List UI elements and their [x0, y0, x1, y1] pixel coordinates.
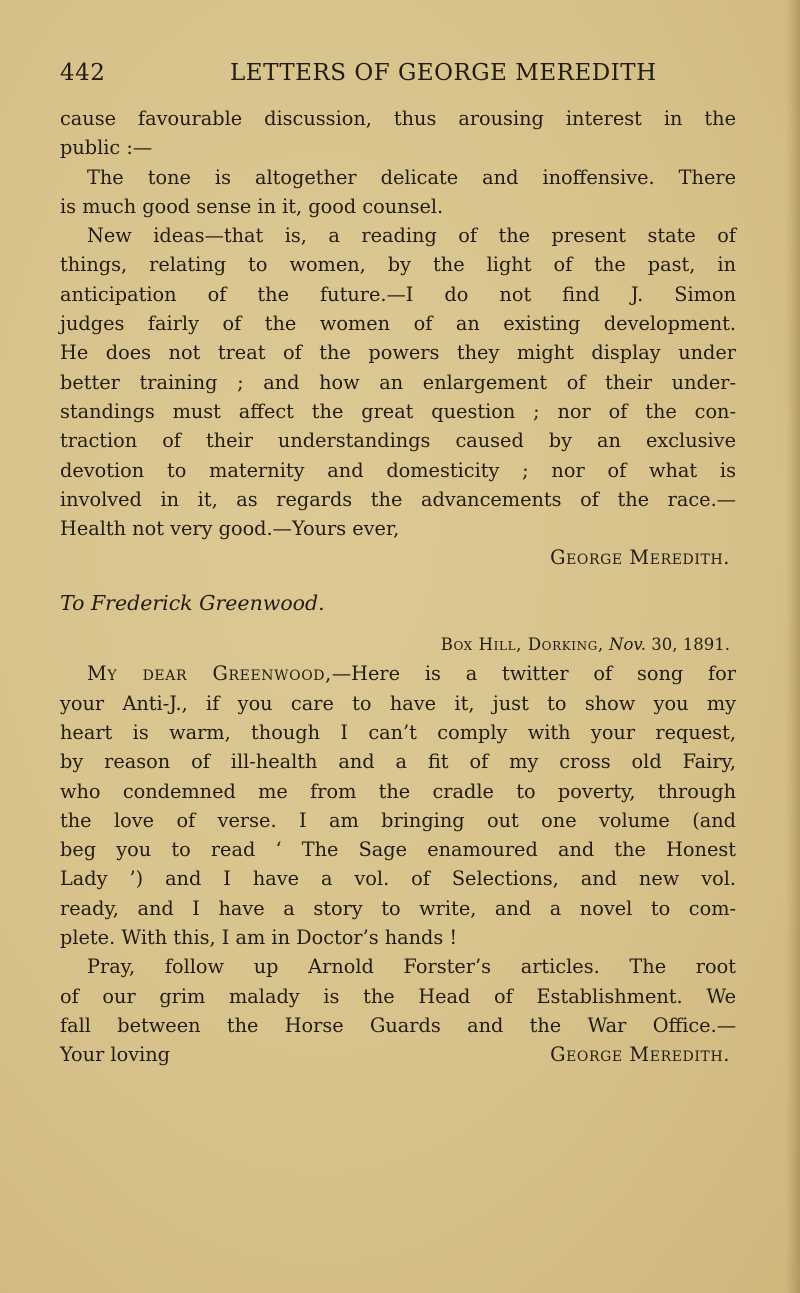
text-line: New ideas—that is, a reading of the present state of	[87, 224, 736, 248]
text-line: Lady ’) and I have a vol. of Selections, and new vol.	[60, 867, 736, 891]
text-line: is much good sense in it, good counsel.	[60, 194, 444, 218]
text-line: traction of their understandings caused by an exclusive	[60, 429, 736, 453]
salutation-line	[60, 659, 736, 688]
text-line: Pray, follow up Arnold Forster’s articles. The root	[87, 955, 736, 979]
text-line: the love of verse. I am bringing out one volume (and	[60, 808, 736, 832]
text-line: who condemned me from the cradle to poverty, through	[60, 779, 736, 803]
salutation: My dear Greenwood,	[87, 662, 332, 686]
page-number: 442	[60, 60, 106, 86]
text-line: beg you to read ‘ The Sage enamoured and the Honest	[60, 838, 736, 862]
text-line: ready, and I have a story to write, and a novel to com-	[60, 896, 736, 920]
salutation-rest: —Here is a twitter of song for	[331, 662, 736, 686]
text-line: Health not very good.—Yours ever,	[60, 517, 400, 541]
text-line: standings must affect the great question ; nor of the con-	[60, 399, 736, 423]
running-title: LETTERS OF GEORGE MEREDITH	[230, 60, 657, 86]
running-head	[60, 60, 740, 94]
page-edge-shadow	[786, 0, 800, 1293]
closing: Your loving	[60, 1043, 171, 1067]
text-line: of our grim malady is the Head of Establishment. We	[60, 984, 736, 1008]
signature: George Meredith.	[550, 546, 730, 570]
letter-address	[60, 630, 736, 659]
text-line: better training ; and how an enlargement of their under-	[60, 370, 736, 394]
text-line: things, relating to women, by the light of the past, in	[60, 253, 736, 277]
text-line: heart is warm, though I can’t comply with your request,	[60, 720, 736, 744]
text-line: by reason of ill-health and a fit of my cross old Fairy,	[60, 750, 736, 774]
address-place: Box Hill, Dorking,	[440, 635, 604, 655]
closing-line	[60, 1040, 736, 1069]
address-month: Nov.	[609, 635, 647, 655]
text-line: involved in it, as regards the advancements of the race.—	[60, 487, 736, 511]
address-date: 30, 1891.	[651, 635, 730, 655]
text-line: The tone is altogether delicate and inoffensive. There	[87, 165, 736, 189]
text-line: your Anti-J., if you care to have it, just to show you my	[60, 691, 736, 715]
text-line: He does not treat of the powers they might display under	[60, 341, 736, 365]
text-line: judges fairly of the women of an existing development.	[60, 312, 736, 336]
text-line: devotion to maternity and domesticity ; nor of what is	[60, 458, 736, 482]
signature: George Meredith.	[550, 1043, 730, 1067]
spacer	[60, 618, 736, 630]
text-line: plete. With this, I am in Doctor’s hands !	[60, 926, 458, 950]
text-line: public :—	[60, 136, 153, 160]
page-body	[60, 104, 736, 1070]
text-line: fall between the Horse Guards and the War Office.—	[60, 1013, 736, 1037]
text-line: anticipation of the future.—I do not find J. Simon	[60, 282, 736, 306]
letter-heading: To Frederick Greenwood.	[60, 590, 325, 615]
spacer	[60, 573, 736, 589]
text-line: cause favourable discussion, thus arousing interest in the	[60, 107, 736, 130]
